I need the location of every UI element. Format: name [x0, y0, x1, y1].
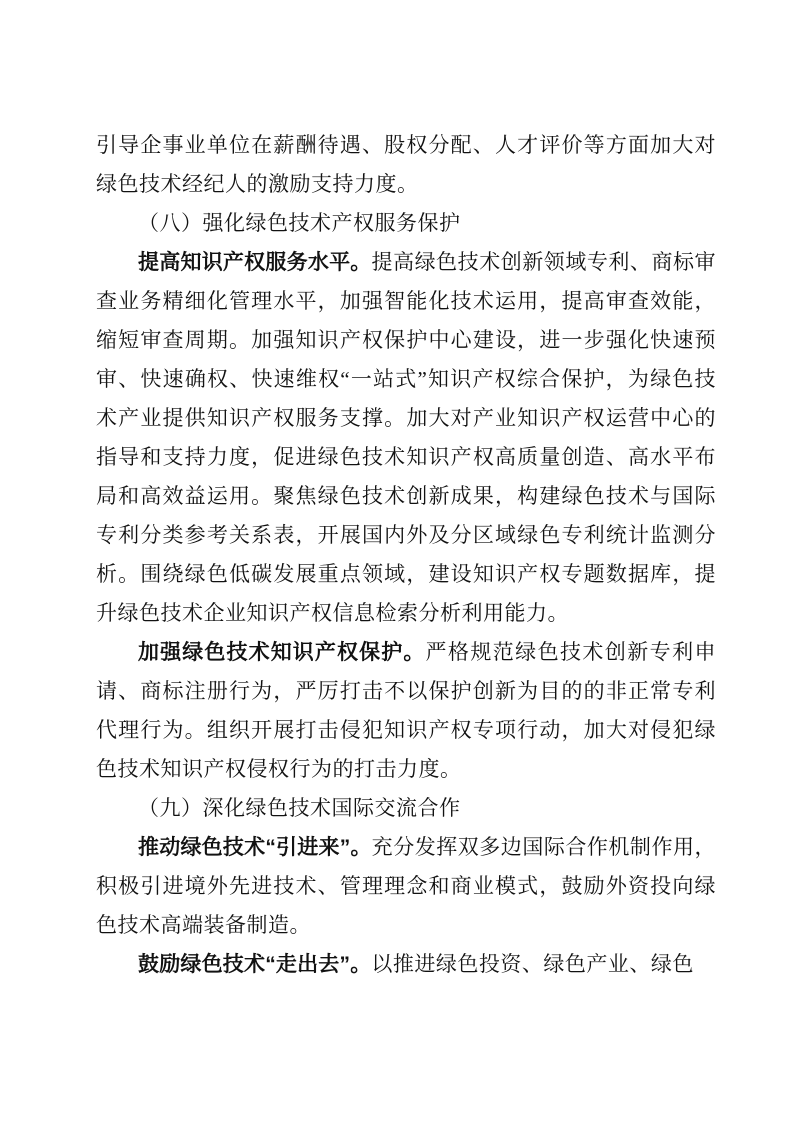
paragraph-lead: 提高知识产权服务水平。	[138, 251, 372, 274]
paragraph-body: 提高绿色技术创新领域专利、商标审查业务精细化管理水平，加强智能化技术运用，提高审查效能，缩短审查周期。加强知识产权保护中心建设，进一步强化快速预审、快速确权、快速维权“一站式”知识产权综合保护，为绿色技术产业提供知识产权服务支撑。加大对产业知识产权运营中心的指导和支持力度，促进绿色技术知识产权高质量创造、高水平布局和高效益运用。聚焦绿色技术创新成果，构建绿色技术与国际专利分类参考关系表，开展国内外及分区域绿色专利统计监测分析。围绕绿色低碳发展重点领域，建设知识产权专题数据库，提升绿色技术企业知识产权信息检索分析利用能力。	[96, 250, 717, 625]
paragraph-lead: 推动绿色技术“引进来”。	[138, 836, 372, 859]
paragraph	[96, 633, 716, 789]
paragraph-lead: 鼓励绿色技术“走出去”。	[138, 953, 372, 976]
paragraph-body: 严格规范绿色技术创新专利申请、商标注册行为，严厉打击不以保护创新为目的的非正常专利代理行为。组织开展打击侵犯知识产权专项行动，加大对侵犯绿色技术知识产权侵权行为的打击力度。	[96, 640, 717, 781]
paragraph-body: 以推进绿色投资、绿色产业、绿色	[371, 952, 694, 976]
paragraph	[96, 243, 716, 633]
paragraph	[96, 945, 716, 984]
paragraph-continuation: 引导企事业单位在薪酬待遇、股权分配、人才评价等方面加大对绿色技术经纪人的激励支持力度。	[96, 133, 716, 196]
section-heading-9: （九）深化绿色技术国际交流合作	[138, 796, 461, 820]
paragraph-body: 充分发挥双多边国际合作机制作用，积极引进境外先进技术、管理理念和商业模式，鼓励外资投向绿色技术高端装备制造。	[96, 835, 717, 937]
paragraph-lead: 加强绿色技术知识产权保护。	[138, 641, 426, 664]
paragraph	[96, 828, 716, 945]
document-text-column	[96, 126, 716, 984]
section-heading-8: （八）强化绿色技术产权服务保护	[138, 211, 461, 235]
